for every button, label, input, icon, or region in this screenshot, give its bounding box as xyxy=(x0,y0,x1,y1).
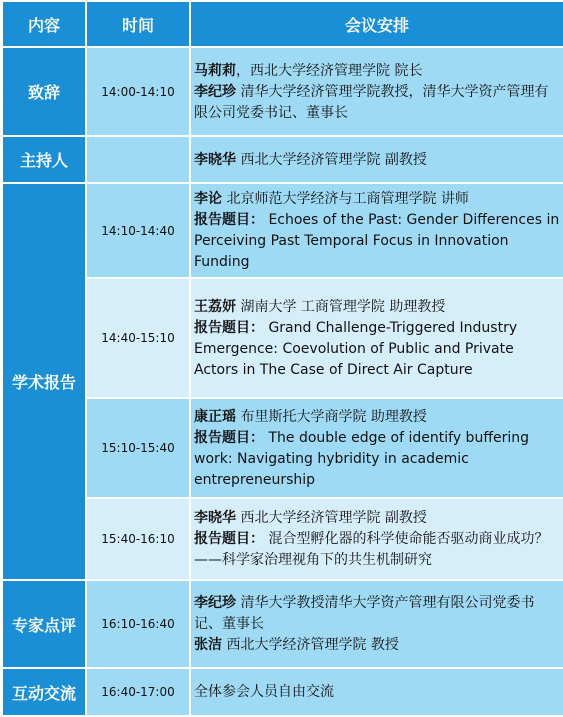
row-discussion xyxy=(2,668,563,716)
speaker-affiliation: 清华大学经济管理学院教授，清华大学资产管理有限公司党委书记、董事长 xyxy=(194,83,549,121)
speaker-name: 李晓华 xyxy=(194,151,236,168)
speaker-line xyxy=(194,407,561,428)
row-expert-review xyxy=(2,580,563,668)
speaker-name: 康正瑶 xyxy=(194,408,236,425)
row-opening xyxy=(2,47,563,136)
topic-label: 报告题目： xyxy=(194,319,264,336)
speaker-line xyxy=(194,150,561,171)
speaker-affiliation: 西北大学经济管理学院 副教授 xyxy=(236,510,427,526)
speaker-affiliation: 布里斯托大学商学院 助理教授 xyxy=(236,408,427,425)
speaker-name: 李论 xyxy=(194,191,222,207)
speaker-affiliation: 西北大学经济管理学院 教授 xyxy=(222,637,399,653)
topic-text: Grand Challenge-Triggered Industry Emergence: Coevolution of Public and Private Actors in The Case of Direct Air Capture xyxy=(194,319,518,378)
content-opening xyxy=(190,47,563,136)
speaker-line xyxy=(194,593,561,635)
speaker-name: 马莉莉 xyxy=(194,62,236,79)
row-host xyxy=(2,136,563,183)
category-opening: 致辞 xyxy=(2,47,86,136)
category-talks: 学术报告 xyxy=(2,183,86,580)
topic-text: The double edge of identify buffering work: Navigating hybridity in academic entrepreneurship xyxy=(194,429,529,488)
header-time: 时间 xyxy=(86,1,190,47)
time-talk-2: 14:40-15:10 xyxy=(86,278,190,398)
row-talk-2 xyxy=(2,278,563,398)
speaker-line xyxy=(194,635,561,656)
speaker-affiliation: 清华大学教授清华大学资产管理有限公司党委书记、董事长 xyxy=(194,595,535,632)
speaker-affiliation: ，西北大学经济管理学院 院长 xyxy=(236,62,423,79)
topic-label: 报告题目： xyxy=(194,429,264,446)
row-talk-1 xyxy=(2,183,563,278)
topic-line xyxy=(194,428,561,491)
header-agenda: 会议安排 xyxy=(190,1,563,47)
speaker-line xyxy=(194,61,561,82)
row-talk-4 xyxy=(2,498,563,580)
content-talk-2 xyxy=(190,278,563,398)
topic-line xyxy=(194,529,561,571)
speaker-name: 李纪珍 xyxy=(194,83,236,100)
topic-label: 报告题目： xyxy=(194,212,264,228)
speaker-line xyxy=(194,297,561,318)
category-host: 主持人 xyxy=(2,136,86,183)
content-talk-3 xyxy=(190,398,563,498)
time-host xyxy=(86,136,190,183)
time-talk-1: 14:10-14:40 xyxy=(86,183,190,278)
speaker-line xyxy=(194,189,561,210)
discussion-text: 全体参会人员自由交流 xyxy=(194,684,334,700)
agenda-table xyxy=(1,0,563,717)
content-talk-4 xyxy=(190,498,563,580)
content-discussion xyxy=(190,668,563,716)
time-talk-3: 15:10-15:40 xyxy=(86,398,190,498)
topic-label: 报告题目： xyxy=(194,531,264,547)
speaker-line xyxy=(194,508,561,529)
topic-line xyxy=(194,210,561,273)
topic-text: Echoes of the Past: Gender Differences in Perceiving Past Temporal Focus in Innovation Funding xyxy=(194,212,560,270)
category-discussion: 互动交流 xyxy=(2,668,86,716)
speaker-affiliation: 北京师范大学经济与工商管理学院 讲师 xyxy=(222,191,469,207)
speaker-line xyxy=(194,82,561,124)
speaker-name: 王荔妍 xyxy=(194,298,236,315)
header-content: 内容 xyxy=(2,1,86,47)
speaker-name: 李晓华 xyxy=(194,510,236,526)
content-expert-review xyxy=(190,580,563,668)
topic-text: 混合型孵化器的科学使命能否驱动商业成功？——科学家治理视角下的共生机制研究 xyxy=(194,531,549,568)
time-talk-4: 15:40-16:10 xyxy=(86,498,190,580)
header-row xyxy=(2,1,563,47)
row-talk-3 xyxy=(2,398,563,498)
speaker-affiliation: 湖南大学 工商管理学院 助理教授 xyxy=(236,298,446,315)
content-host xyxy=(190,136,563,183)
category-expert-review: 专家点评 xyxy=(2,580,86,668)
speaker-affiliation: 西北大学经济管理学院 副教授 xyxy=(236,151,427,168)
content-talk-1 xyxy=(190,183,563,278)
speaker-name: 张洁 xyxy=(194,637,222,653)
time-expert-review: 16:10-16:40 xyxy=(86,580,190,668)
speaker-name: 李纪珍 xyxy=(194,595,236,611)
time-discussion: 16:40-17:00 xyxy=(86,668,190,716)
topic-line xyxy=(194,318,561,381)
time-opening: 14:00-14:10 xyxy=(86,47,190,136)
